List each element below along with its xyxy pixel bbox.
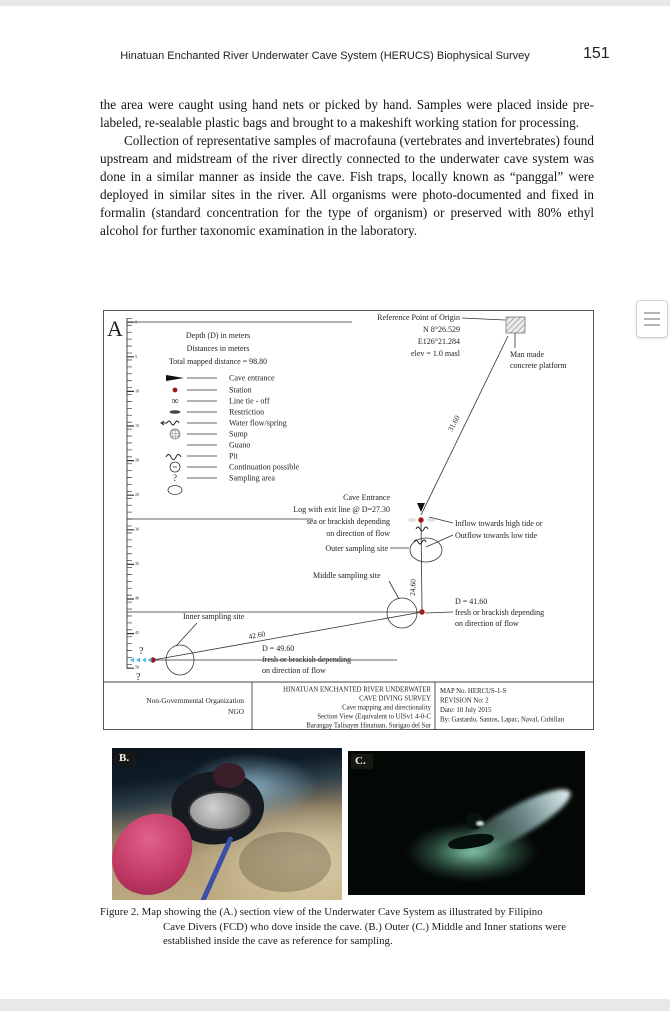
svg-text:45: 45 [135, 630, 140, 635]
legend-label: Line tie - off [229, 396, 270, 406]
question-mark-upper: ? [139, 646, 144, 657]
svg-text:on direction of flow: on direction of flow [262, 666, 326, 675]
svg-text:0: 0 [135, 319, 138, 325]
sump-icon [170, 429, 180, 439]
cave-entrance-icon [166, 375, 184, 381]
guide-rope [193, 836, 233, 900]
scuba-tank [188, 791, 252, 831]
middle-station-dot [419, 609, 424, 614]
photo-c-label: C. [351, 754, 373, 769]
photo-c-middle-station [348, 751, 585, 895]
map-legend [161, 374, 299, 495]
svg-text:Reference Point of Origin: Reference Point of Origin [377, 313, 460, 322]
distance-31-60: 31.60 [445, 413, 462, 433]
distance-24-60: 24.60 [408, 578, 418, 597]
svg-text:sea or brackish depending: sea or brackish depending [306, 517, 390, 526]
map-meta-line: Date: 10 July 2015 [440, 707, 492, 714]
line-tie-off-icon: ∞ [171, 396, 179, 407]
map-meta-line: REVISION No: 2 [440, 697, 489, 705]
running-header-title: Hinatuan Enchanted River Underwater Cave System (HERUCS) Biophysical Survey [120, 50, 530, 62]
sampling-area-icon [168, 486, 182, 495]
depth-ruler-labels [135, 320, 139, 670]
legend-label: Station [229, 385, 252, 395]
svg-text:40: 40 [135, 595, 140, 601]
svg-text:elev = 1.0 masl: elev = 1.0 masl [411, 349, 460, 358]
middle-depth-note [455, 597, 544, 628]
svg-text:N 8°26.529: N 8°26.529 [423, 325, 460, 334]
legend-label: Restriction [229, 407, 265, 417]
svg-text:Distances in meters: Distances in meters [186, 344, 250, 353]
page-gap-bottom [0, 999, 670, 1011]
continuation-dashes [130, 658, 152, 662]
caption-line: Figure 2. Map showing the (A.) section view of the Underwater Cave System as illustrated by Filipino [100, 906, 543, 918]
entrance-note [293, 493, 390, 538]
svg-text:10: 10 [135, 388, 140, 394]
paragraph: the area were caught using hand nets or picked by hand. Samples were placed inside pre-labeled, re-sealable plastic bags and brought to a makeshift working station for processing. [100, 97, 594, 130]
question-mark-lower: ? [136, 672, 141, 683]
page-gap-top [0, 0, 670, 6]
continuation-icon: ? [173, 473, 177, 483]
map-meta-line: MAP No. HERCUS-1-S [440, 688, 507, 695]
guano-icon [166, 455, 181, 460]
svg-text:on direction of flow: on direction of flow [455, 619, 519, 628]
inner-depth-note [262, 644, 351, 675]
figure-caption [100, 905, 600, 949]
svg-text:Outflow towards low tide: Outflow towards low tide [455, 531, 537, 540]
inner-site-label: Inner sampling site [183, 612, 245, 621]
survey-title-line: Section View (Equivalent to UISv1 4-0-C [317, 713, 431, 721]
survey-title-line: HINATUAN ENCHANTED RIVER UNDERWATER [283, 686, 431, 694]
entrance-station-dot [418, 517, 423, 522]
svg-text:30: 30 [135, 526, 140, 532]
paragraph: Collection of representative samples of macrofauna (vertebrates and invertebrates) found upstream and midstream of the river directly connected to the underwater cave system was done in a similar manner as inside the cave. Fish traps, locally known as “panggal” were deployed in similar sites in the river. All organisms were photo-documented and fixed in formalin (standard concentration for the type of organism) or preserved with 80% ethyl alcohol for further taxonomic examination in the laboratory. [100, 133, 594, 238]
svg-text:concrete platform: concrete platform [510, 361, 567, 370]
legend-label: Water flow/spring [229, 418, 287, 428]
depth-ruler [127, 318, 131, 670]
svg-text:E126°21.284: E126°21.284 [417, 337, 460, 346]
survey-title-line: Barangay Talisaym Hinatuan, Surigao del Sur [306, 722, 431, 730]
pit-icon [170, 462, 180, 472]
page-number: 151 [583, 45, 610, 62]
title-block [103, 682, 594, 730]
svg-text:5: 5 [135, 354, 138, 359]
svg-text:Log with exit line @ D=27.30: Log with exit line @ D=27.30 [293, 505, 390, 514]
water-flow-icon [161, 421, 179, 425]
cave-map-figure [103, 310, 594, 730]
photo-b-outer-station [112, 748, 342, 900]
svg-text:fresh or brackish depending: fresh or brackish depending [262, 655, 352, 664]
svg-text:D = 49.60: D = 49.60 [262, 644, 295, 653]
svg-text:on direction of flow: on direction of flow [326, 529, 390, 538]
svg-text:D = 41.60: D = 41.60 [455, 597, 488, 606]
svg-text:Cave Entrance: Cave Entrance [343, 493, 390, 502]
entrance-hatch-right [427, 518, 436, 522]
body-text [100, 96, 594, 240]
menu-icon[interactable] [636, 300, 668, 338]
light-spark [476, 821, 484, 826]
platform-label [510, 350, 567, 370]
distance-42-60: 42.60 [247, 629, 266, 641]
legend-label: Guano [229, 440, 251, 450]
diver-hood [213, 763, 245, 787]
restriction-icon [170, 410, 181, 414]
legend-label: Sump [229, 429, 248, 439]
light-glow [406, 823, 538, 881]
photo-b-label: B. [115, 751, 136, 766]
svg-text:25: 25 [135, 492, 140, 497]
survey-title-line: CAVE DIVING SURVEY [359, 695, 431, 703]
ngo-line: NGO [227, 707, 244, 716]
svg-text:20: 20 [135, 457, 140, 463]
svg-text:Depth (D) in meters: Depth (D) in meters [185, 331, 251, 340]
caption-line: Cave Divers (FCD) who dove inside the cave. (B.) Outer (C.) Middle and Inner stations were [163, 920, 566, 933]
svg-text:35: 35 [135, 561, 140, 566]
panel-a-label: A [107, 316, 123, 341]
entrance-hatch-left [408, 518, 417, 522]
entrance-triangle [417, 503, 425, 512]
survey-title-line: Cave mapping and directionality [342, 704, 431, 712]
middle-site-label: Middle sampling site [313, 571, 381, 580]
outer-site-label: Outer sampling site [325, 544, 388, 553]
svg-text:50: 50 [135, 664, 140, 670]
reference-point-block [377, 313, 461, 358]
svg-text:Total mapped distance = 98.80: Total mapped distance = 98.80 [168, 357, 268, 366]
svg-text:15: 15 [135, 423, 140, 428]
legend-label: Sampling area [229, 473, 275, 483]
legend-label: Pit [229, 451, 238, 461]
legend-label: Continuation possible [229, 462, 299, 472]
map-info [169, 331, 267, 366]
concrete-platform-symbol [506, 317, 525, 333]
rock-shadow [239, 832, 331, 893]
ngo-line: Non-Governmental Organization [146, 696, 244, 705]
svg-text:fresh or brackish depending: fresh or brackish depending [455, 608, 545, 617]
middle-site-ellipse [387, 598, 417, 628]
svg-text:Inflow towards high tide or: Inflow towards high tide or [455, 519, 543, 528]
caption-line: established inside the cave as reference for sampling. [163, 935, 393, 947]
legend-label: Cave entrance [229, 373, 275, 383]
station-icon [173, 388, 178, 393]
flow-note [455, 519, 543, 540]
map-meta-line: By: Gastardo, Santos, Lapac, Naval, Cubillan [440, 716, 565, 724]
svg-text:Man made: Man made [510, 350, 544, 359]
